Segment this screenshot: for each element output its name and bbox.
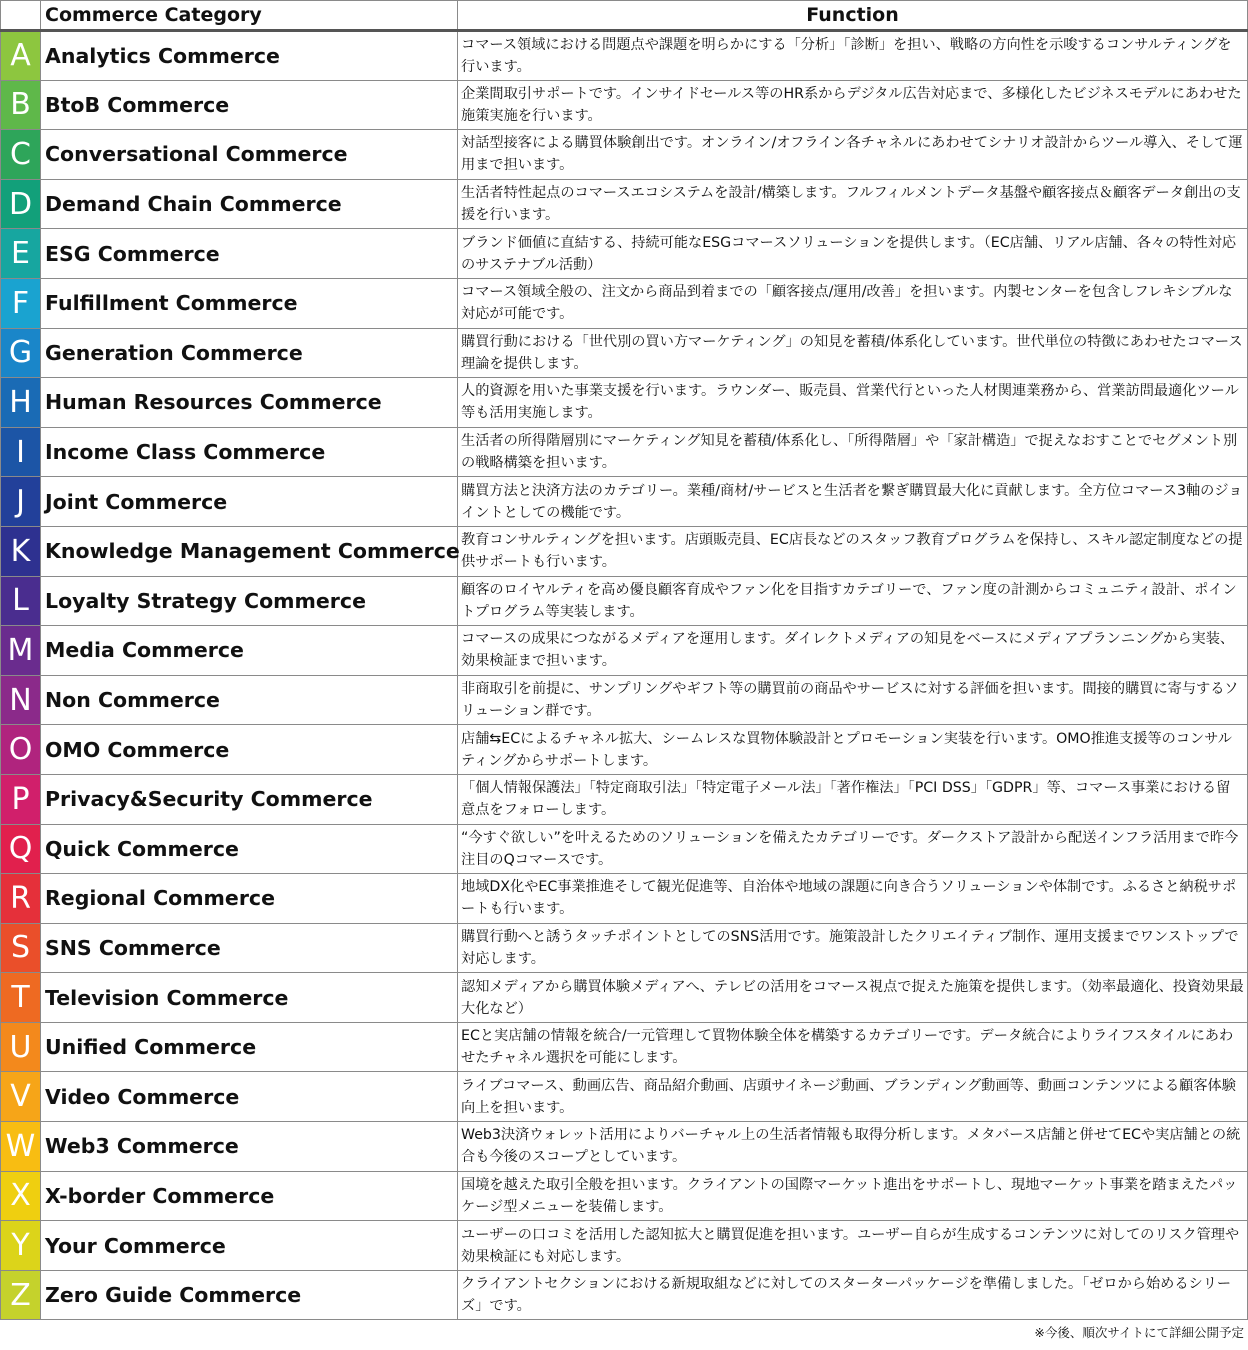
category-name: Loyalty Strategy Commerce <box>41 576 458 626</box>
category-letter-badge: T <box>1 973 41 1023</box>
category-letter-badge: H <box>1 378 41 428</box>
category-letter-badge: N <box>1 675 41 725</box>
category-name: Privacy&Security Commerce <box>41 774 458 824</box>
category-function: ユーザーの口コミを活用した認知拡大と購買促進を担います。ユーザー自らが生成するコンテンツに対してのリスク管理や効果検証にも対応します。 <box>458 1221 1248 1271</box>
category-letter-badge: K <box>1 526 41 576</box>
category-name: Quick Commerce <box>41 824 458 874</box>
category-letter-badge: Z <box>1 1270 41 1320</box>
category-function: 地域DX化やEC事業推進そして観光促進等、自治体や地域の課題に向き合うソリューションや体制です。ふるさと納税サポートも行います。 <box>458 874 1248 924</box>
table-row <box>1 576 1248 626</box>
category-name: Your Commerce <box>41 1221 458 1271</box>
category-name: Web3 Commerce <box>41 1122 458 1172</box>
category-letter-badge: Q <box>1 824 41 874</box>
category-letter-badge: W <box>1 1122 41 1172</box>
table-row <box>1 626 1248 676</box>
table-row <box>1 526 1248 576</box>
table-row <box>1 378 1248 428</box>
category-letter-badge: B <box>1 80 41 130</box>
header-category: Commerce Category <box>41 1 458 31</box>
category-letter-badge: E <box>1 229 41 279</box>
category-letter-badge: P <box>1 774 41 824</box>
category-function: コマース領域全般の、注文から商品到着までの「顧客接点/運用/改善」を担います。内製センターを包含しフレキシブルな対応が可能です。 <box>458 278 1248 328</box>
table-body <box>1 31 1248 1320</box>
category-name: Income Class Commerce <box>41 427 458 477</box>
table-row <box>1 130 1248 180</box>
table-header <box>1 1 1248 31</box>
category-name: Non Commerce <box>41 675 458 725</box>
category-name: Regional Commerce <box>41 874 458 924</box>
category-name: Zero Guide Commerce <box>41 1270 458 1320</box>
category-letter-badge: Y <box>1 1221 41 1271</box>
category-name: Demand Chain Commerce <box>41 179 458 229</box>
category-function: ECと実店舗の情報を統合/一元管理して買物体験全体を構築するカテゴリーです。データ統合によりライフスタイルにあわせたチャネル選択を可能にします。 <box>458 1022 1248 1072</box>
category-name: Unified Commerce <box>41 1022 458 1072</box>
category-function: 購買方法と決済方法のカテゴリー。業種/商材/サービスと生活者を繋ぎ購買最大化に貢献します。全方位コマース3軸のジョイントとしての機能です。 <box>458 477 1248 527</box>
category-name: Joint Commerce <box>41 477 458 527</box>
table-row <box>1 1171 1248 1221</box>
category-name: Generation Commerce <box>41 328 458 378</box>
table-row <box>1 477 1248 527</box>
table-row <box>1 923 1248 973</box>
category-name: Knowledge Management Commerce <box>41 526 458 576</box>
category-name: X-border Commerce <box>41 1171 458 1221</box>
table-row <box>1 824 1248 874</box>
category-function: コマースの成果につながるメディアを運用します。ダイレクトメディアの知見をベースにメディアプランニングから実装、効果検証まで担います。 <box>458 626 1248 676</box>
category-name: Conversational Commerce <box>41 130 458 180</box>
table-row <box>1 1221 1248 1271</box>
category-letter-badge: M <box>1 626 41 676</box>
category-name: Analytics Commerce <box>41 31 458 81</box>
table-row <box>1 1072 1248 1122</box>
category-function: 「個人情報保護法」「特定商取引法」「特定電子メール法」「著作権法」「PCI DSS」「GDPR」等、コマース事業における留意点をフォローします。 <box>458 774 1248 824</box>
category-name: Media Commerce <box>41 626 458 676</box>
category-function: 非商取引を前提に、サンプリングやギフト等の購買前の商品やサービスに対する評価を担います。間接的購買に寄与するソリューション群です。 <box>458 675 1248 725</box>
category-function: 生活者特性起点のコマースエコシステムを設計/構築します。フルフィルメントデータ基盤や顧客接点＆顧客データ創出の支援を行います。 <box>458 179 1248 229</box>
category-function: ブランド価値に直結する、持続可能なESGコマースソリューションを提供します。（EC店舗、リアル店舗、各々の特性対応のサステナブル活動） <box>458 229 1248 279</box>
category-letter-badge: R <box>1 874 41 924</box>
category-function: 認知メディアから購買体験メディアへ、テレビの活用をコマース視点で捉えた施策を提供します。（効率最適化、投資効果最大化など） <box>458 973 1248 1023</box>
category-name: Video Commerce <box>41 1072 458 1122</box>
table-row <box>1 973 1248 1023</box>
category-function: 企業間取引サポートです。インサイドセールス等のHR系からデジタル広告対応まで、多様化したビジネスモデルにあわせた施策実施を行います。 <box>458 80 1248 130</box>
table-row <box>1 725 1248 775</box>
category-function: 顧客のロイヤルティを高め優良顧客育成やファン化を目指すカテゴリーで、ファン度の計測からコミュニティ設計、ポイントプログラム等実装します。 <box>458 576 1248 626</box>
table-row <box>1 427 1248 477</box>
category-name: BtoB Commerce <box>41 80 458 130</box>
category-name: Human Resources Commerce <box>41 378 458 428</box>
category-function: コマース領域における問題点や課題を明らかにする「分析」「診断」を担い、戦略の方向性を示唆するコンサルティングを行います。 <box>458 31 1248 81</box>
table-row <box>1 80 1248 130</box>
category-function: 店舗⇆ECによるチャネル拡大、シームレスな買物体験設計とプロモーション実装を行います。OMO推進支援等のコンサルティングからサポートします。 <box>458 725 1248 775</box>
header-letter-cell <box>1 1 41 31</box>
header-function: Function <box>458 1 1248 31</box>
category-letter-badge: D <box>1 179 41 229</box>
table-row <box>1 874 1248 924</box>
category-function: “今すぐ欲しい”を叶えるためのソリューションを備えたカテゴリーです。ダークストア設計から配送インフラ活用まで昨今注目のQコマースです。 <box>458 824 1248 874</box>
table-row <box>1 1270 1248 1320</box>
header-row <box>1 1 1248 31</box>
category-function: 購買行動における「世代別の買い方マーケティング」の知見を蓄積/体系化しています。世代単位の特徴にあわせたコマース理論を提供します。 <box>458 328 1248 378</box>
category-name: SNS Commerce <box>41 923 458 973</box>
category-letter-badge: F <box>1 278 41 328</box>
category-letter-badge: L <box>1 576 41 626</box>
category-function: 教育コンサルティングを担います。店頭販売員、EC店長などのスタッフ教育プログラムを保持し、スキル認定制度などの提供サポートも行います。 <box>458 526 1248 576</box>
table-row <box>1 31 1248 81</box>
category-function: 生活者の所得階層別にマーケティング知見を蓄積/体系化し、「所得階層」や「家計構造」で捉えなおすことでセグメント別の戦略構築を担います。 <box>458 427 1248 477</box>
footnote: ※今後、順次サイトにて詳細公開予定 <box>1034 1325 1244 1340</box>
category-function: 対話型接客による購買体験創出です。オンライン/オフライン各チャネルにあわせてシナリオ設計からツール導入、そして運用まで担います。 <box>458 130 1248 180</box>
category-letter-badge: U <box>1 1022 41 1072</box>
category-function: クライアントセクションにおける新規取組などに対してのスターターパッケージを準備しました。「ゼロから始めるシリーズ」です。 <box>458 1270 1248 1320</box>
category-letter-badge: A <box>1 31 41 81</box>
category-letter-badge: I <box>1 427 41 477</box>
category-letter-badge: C <box>1 130 41 180</box>
table-row <box>1 179 1248 229</box>
category-letter-badge: X <box>1 1171 41 1221</box>
category-function: 国境を越えた取引全般を担います。クライアントの国際マーケット進出をサポートし、現地マーケット事業を踏まえたパッケージ型メニューを装備します。 <box>458 1171 1248 1221</box>
table-row <box>1 1122 1248 1172</box>
category-letter-badge: O <box>1 725 41 775</box>
table-row <box>1 774 1248 824</box>
table-row <box>1 229 1248 279</box>
table-row <box>1 278 1248 328</box>
table-row <box>1 675 1248 725</box>
category-letter-badge: V <box>1 1072 41 1122</box>
category-function: Web3決済ウォレット活用によりバーチャル上の生活者情報も取得分析します。メタバース店舗と併せてECや実店舗との統合も今後のスコープとしています。 <box>458 1122 1248 1172</box>
category-name: Fulfillment Commerce <box>41 278 458 328</box>
category-function: 購買行動へと誘うタッチポイントとしてのSNS活用です。施策設計したクリエイティブ制作、運用支援までワンストップで対応します。 <box>458 923 1248 973</box>
category-letter-badge: G <box>1 328 41 378</box>
category-name: ESG Commerce <box>41 229 458 279</box>
category-name: Television Commerce <box>41 973 458 1023</box>
category-function: 人的資源を用いた事業支援を行います。ラウンダー、販売員、営業代行といった人材関連業務から、営業訪問最適化ツール等も活用実施します。 <box>458 378 1248 428</box>
table-row <box>1 328 1248 378</box>
category-letter-badge: J <box>1 477 41 527</box>
category-letter-badge: S <box>1 923 41 973</box>
category-name: OMO Commerce <box>41 725 458 775</box>
table-row <box>1 1022 1248 1072</box>
category-function: ライブコマース、動画広告、商品紹介動画、店頭サイネージ動画、ブランディング動画等、動画コンテンツによる顧客体験向上を担います。 <box>458 1072 1248 1122</box>
